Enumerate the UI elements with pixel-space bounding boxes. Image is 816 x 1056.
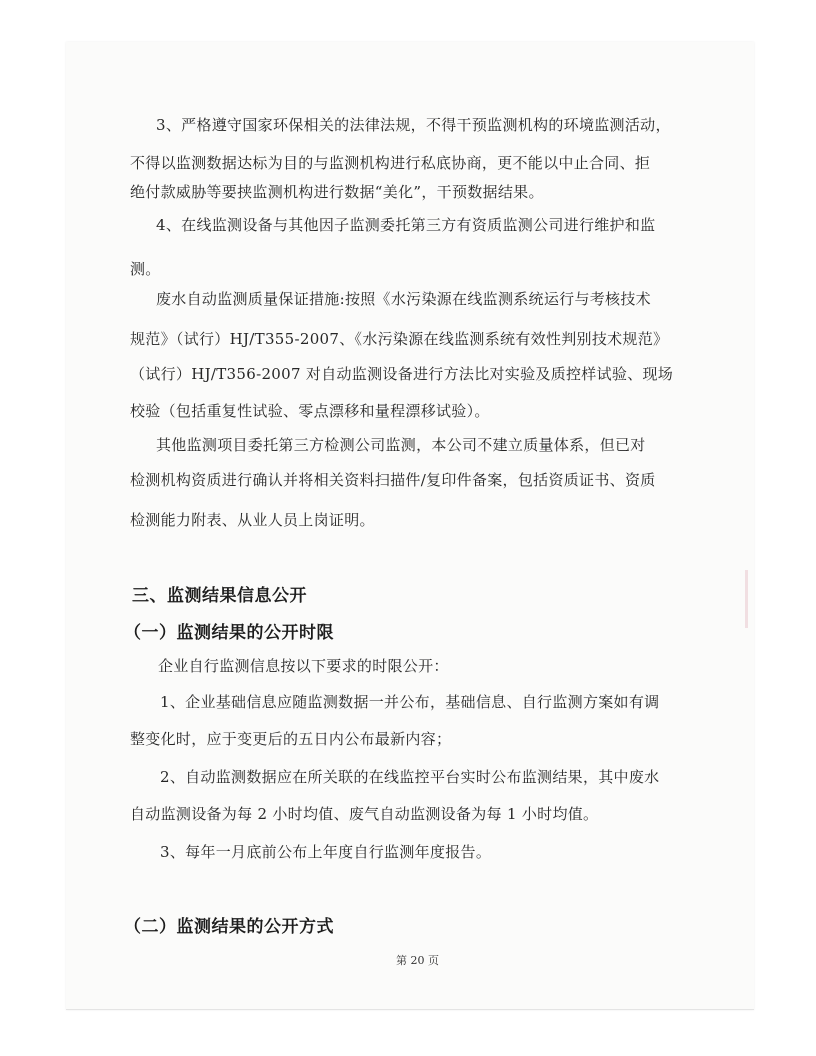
item3-line1: 3、严格遵守国家环保相关的法律法规，不得干预监测机构的环境监测活动， bbox=[156, 116, 671, 134]
disclosure-item1-line2: 整变化时，应于变更后的五日内公布最新内容； bbox=[130, 730, 452, 748]
disclosure-item2-line1: 2、自动监测数据应在所关联的在线监控平台实时公布监测结果，其中废水 bbox=[160, 768, 660, 786]
subsection2-title: （二）监测结果的公开方式 bbox=[124, 917, 334, 937]
disclosure-item3: 3、每年一月底前公布上年度自行监测年度报告。 bbox=[160, 843, 492, 861]
section3-title: 三、监测结果信息公开 bbox=[132, 586, 307, 606]
stamp-edge-mark bbox=[745, 570, 748, 628]
item3-line2: 不得以监测数据达标为目的与监测机构进行私底协商，更不能以中止合同、拒 bbox=[130, 154, 651, 172]
other-line3: 检测能力附表、从业人员上岗证明。 bbox=[130, 511, 375, 529]
quality-line4: 校验（包括重复性试验、零点漂移和量程漂移试验）。 bbox=[130, 402, 490, 420]
disclosure-item1-line1: 1、企业基础信息应随监测数据一并公布，基础信息、自行监测方案如有调 bbox=[160, 693, 660, 711]
quality-line1: 废水自动监测质量保证措施:按照《水污染源在线监测系统运行与考核技术 bbox=[156, 290, 651, 308]
document-page bbox=[66, 42, 754, 1010]
quality-line2: 规范》（试行）HJ/T355-2007、《水污染源在线监测系统有效性判别技术规范》 bbox=[130, 330, 669, 348]
disclosure-intro: 企业自行监测信息按以下要求的时限公开： bbox=[158, 657, 449, 675]
item4-line2: 测。 bbox=[130, 260, 161, 278]
page-number: 第 20 页 bbox=[396, 954, 439, 967]
other-line2: 检测机构资质进行确认并将相关资料扫描件/复印件备案，包括资质证书、资质 bbox=[130, 471, 656, 489]
quality-line3: （试行）HJ/T356-2007 对自动监测设备进行方法比对实验及质控样试验、现场 bbox=[130, 365, 674, 383]
other-line1: 其他监测项目委托第三方检测公司监测，本公司不建立质量体系，但已对 bbox=[156, 436, 646, 454]
subsection1-title: （一）监测结果的公开时限 bbox=[124, 623, 334, 643]
disclosure-item2-line2: 自动监测设备为每 2 小时均值、废气自动监测设备为每 1 小时均值。 bbox=[130, 805, 599, 823]
item4-line1: 4、在线监测设备与其他因子监测委托第三方有资质监测公司进行维护和监 bbox=[156, 216, 656, 234]
item3-line3: 绝付款威胁等要挟监测机构进行数据“美化”，干预数据结果。 bbox=[130, 183, 544, 201]
